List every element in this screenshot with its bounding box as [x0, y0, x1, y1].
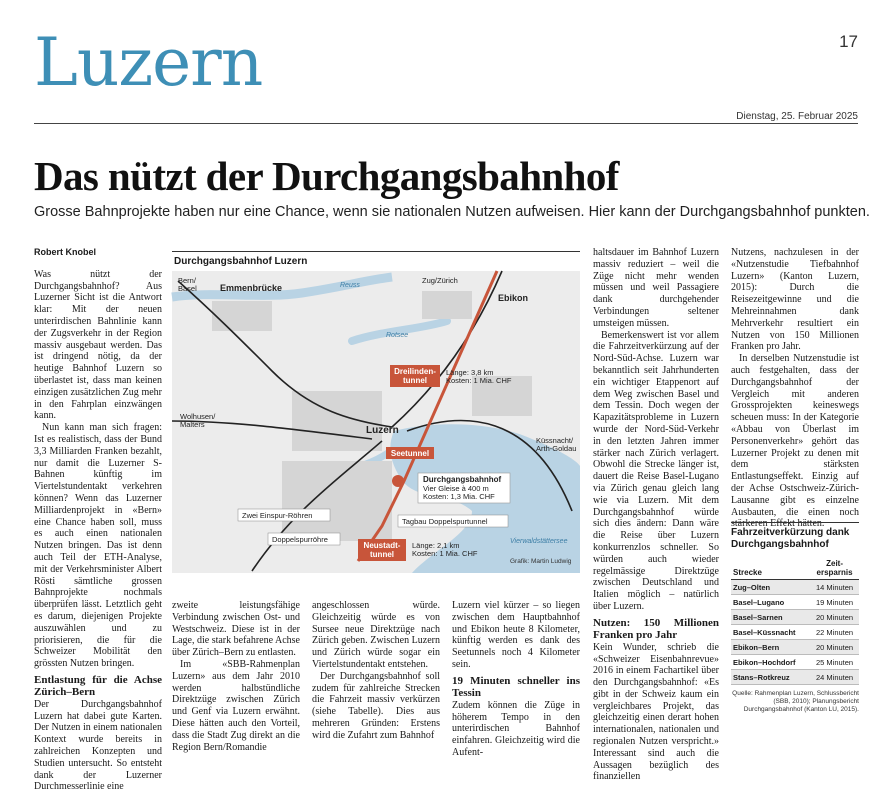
paragraph: Luzern viel kürzer – so liegen zwischen dem Hauptbahnhof und Ebikon heute 8 Kilometer, künftig werden es dank des Seetunnels noch 4 Kilometer sein. — [452, 600, 580, 670]
callout-zwei-einspur: Zwei Einspur-Röhren — [242, 511, 313, 520]
label-seetunnel: Seetunnel — [390, 449, 430, 458]
date-line: Dienstag, 25. Februar 2025 — [736, 111, 858, 122]
paragraph: angeschlossen würde. Gleichzeitig würde es von Sursee neue Direktzüge nach Zürich geben. Zwischen Luzern und Zürich würde sogar ein Viertelstundentakt entstehen. — [312, 600, 440, 670]
route-cell: Ebikon–Hochdorf — [731, 655, 810, 670]
table-row — [731, 580, 859, 595]
table — [731, 557, 859, 685]
article-column-4 — [452, 600, 580, 759]
table-row — [731, 670, 859, 685]
paragraph: Nun kann man sich fragen: Ist es realistisch, dass der Bund 3,3 Milliarden Franken bezahlt, nur damit die Luzerner S-Bahnen künftig im Viertelstundentakt verkehren können? Wenn das Luzerner Milliardenprojekt in «Bern» eine Chance haben soll, muss es auch einen nationalen Nutzen bringen. Das ist denn auch Teil der ETH-Analyse, mit der Verkehrsminister Albert Rösti sämtliche grossen Bahnprojekte nochmals überprüfen lässt. Letztlich geht es darum, diejenigen Projekte auszuwählen und zu priorisieren, die für die Schweizer Mobilität den grössten Nutzen bringen. — [34, 422, 162, 670]
paragraph: zweite leistungsfähige Verbindung zwischen Ost- und Westschweiz. Diese ist in der Lage, die stark befahrene Achse über Zürich–Bern zu entlasten. — [172, 600, 300, 659]
table-row — [731, 595, 859, 610]
route-cell: Stans–Rotkreuz — [731, 670, 810, 685]
label-wolhusen: Wolhusen/ Malters — [180, 412, 216, 429]
headline: Das nützt der Durchgangsbahnhof — [34, 153, 619, 199]
table-header-row — [731, 557, 859, 580]
label-emmenbruecke: Emmenbrücke — [220, 283, 283, 293]
saving-cell: 20 Minuten — [810, 610, 859, 625]
table-row — [731, 625, 859, 640]
station-marker — [392, 475, 404, 487]
table-row — [731, 655, 859, 670]
map-title: Durchgangsbahnhof Luzern — [174, 256, 308, 267]
city-map — [172, 271, 580, 573]
route-cell: Ebikon–Bern — [731, 640, 810, 655]
col-header-saving: Zeit- ersparnis — [810, 557, 859, 580]
paragraph: Der Durchgangsbahnhof soll zudem für zahlreiche Strecken die Fahrzeit massiv verkürzen (siehe Tabelle). Dies aus mehreren Gründen: Erstens wird die Zufahrt zum Bahnhof — [312, 670, 440, 741]
subheading: Nutzen: 150 Millionen Franken pro Jahr — [593, 616, 719, 641]
paragraph: Im «SBB-Rahmenplan Luzern» aus dem Jahr 2010 werden halbstündliche Direktzüge zwischen Zürich und Genf via Luzern erwähnt. Diese hätten auch den Vorteil, dass die Stadt Zug direkt an die Region Bern/Romandie — [172, 658, 300, 753]
label-lake: Vierwaldstättersee — [510, 538, 568, 545]
saving-cell: 25 Minuten — [810, 655, 859, 670]
col-header-route: Strecke — [731, 557, 810, 580]
paragraph: Nutzens, nachzulesen in der «Nutzenstudie Tiefbahnhof Luzern» (Kanton Luzern, 2015): Durch die Reisezeitgewinne und die Mehreinnahmen dank Mehrverkehr resultiert ein Nutzen von 150 Millionen Franken pro Jahr. — [731, 247, 859, 353]
table-row — [731, 640, 859, 655]
section-title: Luzern — [34, 24, 263, 101]
saving-cell: 14 Minuten — [810, 580, 859, 595]
saving-cell: 19 Minuten — [810, 595, 859, 610]
label-dreilinden: Dreilinden-tunnel — [394, 367, 436, 385]
table-title: Fahrzeitverkürzung dank Durchgangsbahnhof — [731, 527, 850, 550]
lead-text: Grosse Bahnprojekte haben nur eine Chance, wenn sie nationalen Nutzen aufweisen. Hier kann der Durchgangsbahnhof punkten. — [34, 204, 870, 220]
callout-doppelspur: Doppelspurröhre — [272, 535, 328, 544]
article-column-1 — [34, 247, 162, 793]
label-kuessnacht: Küssnacht/ Arth-Goldau — [536, 436, 577, 453]
route-cell: Basel–Sarnen — [731, 610, 810, 625]
page-number: 17 — [839, 32, 858, 51]
saving-cell: 20 Minuten — [810, 640, 859, 655]
table-source: Quelle: Rahmenplan Luzern, Schlussbericht (SBB, 2010); Planungsbericht Durchgangsbahnhof (Kanton LU, 2015). — [732, 690, 859, 713]
paragraph: Der Durchgangsbahnhof Luzern hat dabei gute Karten. Der Nutzen in einem nationalen Kontext wurde bereits in zahlreichen Konzepten und Studien untersucht. So entsteht dank der Luzerner Durchmesserlinie eine — [34, 698, 162, 793]
station-title: Durchgangsbahnhof — [423, 475, 502, 484]
paragraph: Zudem können die Züge in höherem Tempo in den unterirdischen Bahnhof einfahren. Gleichzeitig wird die Aufent- — [452, 699, 580, 758]
subheading: 19 Minuten schneller ins Tessin — [452, 674, 580, 699]
travel-time-table — [731, 522, 859, 714]
label-bern-basel: Bern/ Basel — [178, 276, 197, 293]
paragraph: Kein Wunder, schrieb die «Schweizer Eisenbahnrevue» 2016 in einem Fachartikel über den Durchgangsbahnhof: «Es gibt in der Schweiz kaum ein vergleichbares Projekt, das gleichzeitig einen derart hohen internationalen, nationalen und regionalen Nutzen verspricht.» Interessant sind auch die Aussagen bezüglich des finanziellen — [593, 641, 719, 783]
article-column-6 — [731, 247, 859, 530]
route-cell: Zug–Olten — [731, 580, 810, 595]
table-top-rule — [731, 522, 859, 523]
subheading: Entlastung für die Achse Zürich–Bern — [34, 673, 162, 698]
paragraph: haltsdauer im Bahnhof Luzern massiv reduziert – weil die Züge nicht mehr wenden müssen und weil Passagiere dank durchgehender Verbindungen seltener umsteigen müssen. — [593, 247, 719, 329]
map-credit: Grafik: Martin Ludwig — [510, 558, 572, 565]
article-column-5 — [593, 247, 719, 783]
station-info: Vier Gleise à 400 m Kosten: 1,3 Mia. CHF — [423, 484, 495, 501]
article-column-2 — [172, 600, 300, 753]
label-zug-zurich: Zug/Zürich — [422, 276, 458, 285]
author: Robert Knobel — [34, 247, 96, 257]
info-neustadt: Länge: 2,1 km Kosten: 1 Mia. CHF — [412, 541, 478, 558]
label-rotsee: Rotsee — [386, 332, 409, 339]
label-reuss: Reuss — [340, 282, 360, 289]
saving-cell: 22 Minuten — [810, 625, 859, 640]
label-luzern: Luzern — [366, 425, 399, 436]
info-dreilinden: Länge: 3,8 km Kosten: 1 Mia. CHF — [446, 368, 512, 385]
map-top-rule — [172, 251, 580, 252]
article-column-3 — [312, 600, 440, 742]
route-cell: Basel–Küssnacht — [731, 625, 810, 640]
label-ebikon: Ebikon — [498, 293, 529, 303]
callout-tagbau: Tagbau Doppelspurtunnel — [402, 517, 488, 526]
route-cell: Basel–Lugano — [731, 595, 810, 610]
paragraph: In derselben Nutzenstudie ist auch festgehalten, dass der Durchgangsbahnhof der Vergleich mit anderen Grossprojekten keineswegs scheuen muss: In der Kategorie «Abbau von Überlast im Personenverkehr» gehört das Luzerner Projekt zu denen mit dem stärksten Entlastungseffekt. Einzig auf der Achse Ostschweiz-Zürich-Lausanne gibt es einzelne Ausbauten, die einen noch stärkeren Effekt hätten. — [731, 353, 859, 530]
label-neustadt: Neustadt-tunnel — [363, 541, 401, 559]
map-graphic — [172, 251, 580, 573]
paragraph: Was nützt der Durchgangsbahnhof? Aus Luzerner Sicht ist die Antwort klar: Mit der neuen unterirdischen Bahnlinie kann der Zugsverkehr in der Region massiv ausgebaut werden. Das ist dringend nötig, da der heutige Bahnhof Luzern so überlastet ist, dass man keinen einzigen zusätzlichen Zug mehr in den Fahrplan einzwängen kann. — [34, 268, 162, 422]
table-row — [731, 610, 859, 625]
saving-cell: 24 Minuten — [810, 670, 859, 685]
header-divider — [34, 123, 858, 124]
paragraph: Bemerkenswert ist vor allem die Fahrzeitverkürzung auf der Nord-Süd-Achse. Luzern war bekanntlich seit Jahrhunderten ein wichtiger Etappenort auf dem Weg zwischen Basel und dem Tessin. Doch wegen der Kapazitätsprobleme in Luzern wurde der Nord-Süd-Verkehr in den letzten Jahren immer stärker nach Zürich verlagert. Obwohl die Strecke länger ist, dauert die Reise Basel-Lugano via Zürich genau gleich lang wie via Luzern. Mit dem Durchgangsbahnhof würde sich dies ändern: Dann wäre die Reise über Luzern konkurrenzlos schneller. So würden auch wieder regelmässige Direktzüge zwischen Deutschland und Italien möglich – natürlich über Luzern. — [593, 329, 719, 612]
